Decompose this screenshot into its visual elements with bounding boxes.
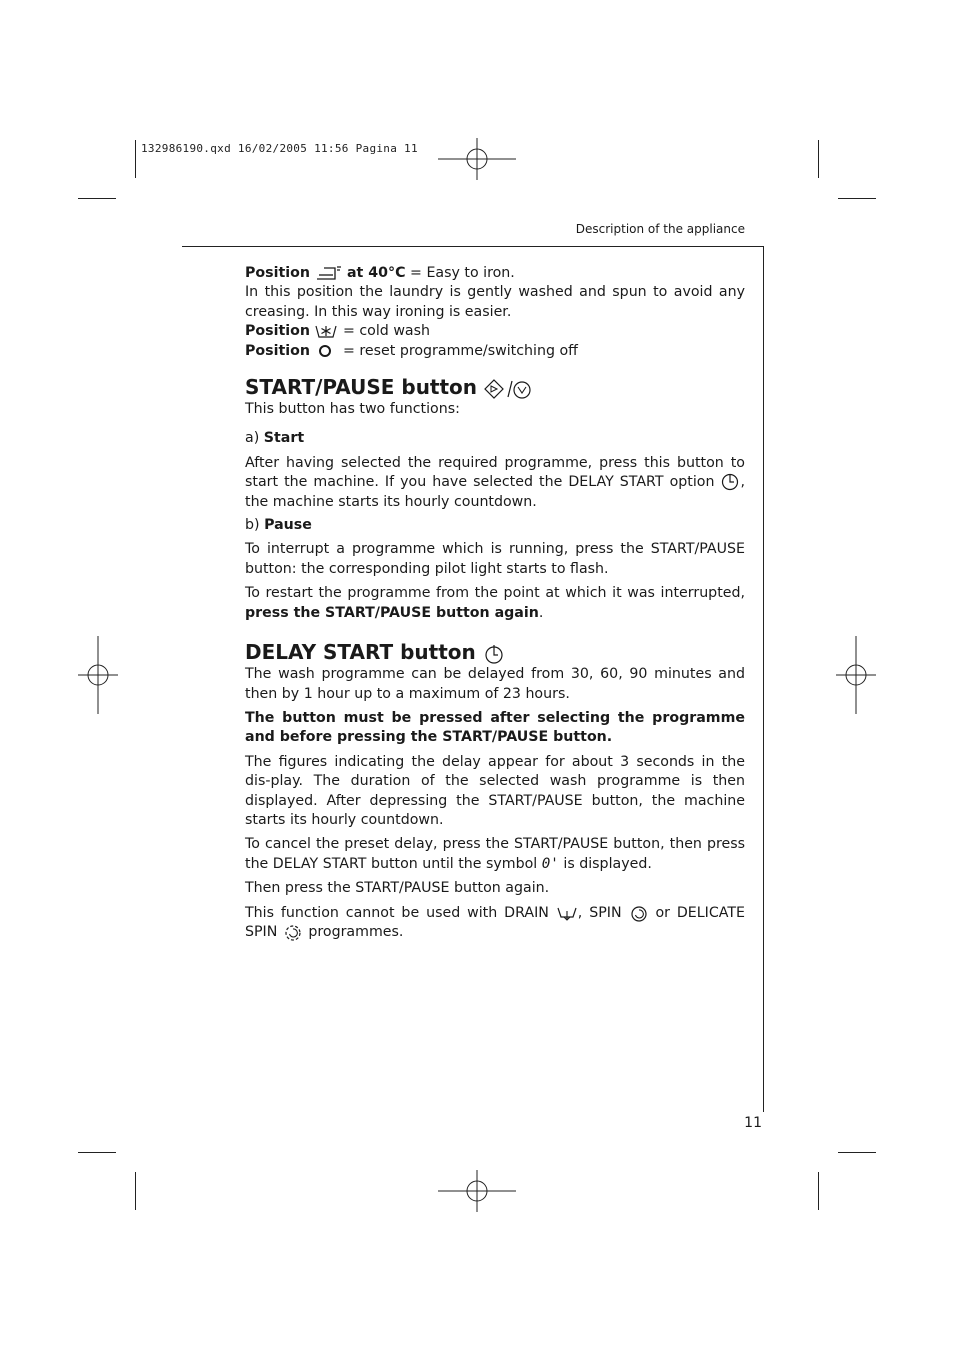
position-easy-iron: Position at 40°C = Easy to iron.	[245, 265, 515, 281]
reset-off-icon	[314, 343, 338, 359]
delay-restart-text: Then press the START/PAUSE button again.	[245, 880, 550, 897]
delay-instruction-bold: The button must be pressed after selecting the programme and before pressing the START/PAUSE button.	[245, 709, 745, 746]
side-rule	[763, 246, 764, 1112]
delay-start-icon	[720, 473, 740, 491]
start-description: After having selected the required programme, press this button to start the machine. If you have selected the DELAY START option , the machine starts its hourly countdown.	[245, 454, 745, 510]
running-head: Description of the appliance	[575, 222, 745, 236]
position-reset: Position = reset programme/switching off	[245, 342, 578, 359]
cold-wash-icon	[314, 323, 338, 339]
pause-subheading: b) Pause	[245, 517, 312, 534]
page-content	[245, 264, 745, 942]
easy-iron-icon	[314, 265, 342, 281]
registration-mark-icon	[836, 636, 876, 714]
crop-mark	[135, 140, 136, 178]
pause-description: To interrupt a programme which is running, press the START/PAUSE button: the corresponding pilot light starts to flash.	[245, 541, 745, 577]
registration-mark-icon	[438, 1170, 516, 1212]
crop-mark	[838, 1152, 876, 1153]
delay-start-heading: DELAY START button	[245, 639, 745, 665]
start-pause-intro: This button has two functions:	[245, 401, 460, 418]
drain-icon	[556, 905, 578, 921]
delay-cancel-text: To cancel the preset delay, press the START/PAUSE button, then press the DELAY START button until the symbol 0' is displayed.	[245, 836, 745, 872]
header-rule	[182, 246, 764, 247]
crop-mark	[78, 198, 116, 199]
file-slug: 132986190.qxd 16/02/2005 11:56 Pagina 11	[141, 142, 418, 155]
start-pause-icon	[484, 378, 534, 400]
delay-restriction-text: This function cannot be used with DRAIN , SPIN or DELICATE SPIN programmes.	[245, 904, 745, 940]
display-symbol: 0'	[541, 855, 559, 872]
delicate-spin-icon	[282, 923, 304, 941]
page-number: 11	[744, 1115, 762, 1131]
restart-description: To restart the programme from the point at which it was interrupted, press the START/PAUSE button again.	[245, 585, 745, 621]
crop-mark	[818, 1172, 819, 1210]
crop-mark	[78, 1152, 116, 1153]
delay-start-icon	[483, 643, 505, 665]
easy-iron-description: In this position the laundry is gently washed and spun to avoid any creasing. In this way ironing is easier.	[245, 284, 745, 320]
crop-mark	[818, 140, 819, 178]
crop-mark	[838, 198, 876, 199]
start-subheading: a) Start	[245, 430, 305, 447]
delay-display-text: The figures indicating the delay appear for about 3 seconds in the dis-play. The duration of the selected wash programme is then displayed. After depressing the START/PAUSE button, the machine starts its hourly countdown.	[245, 753, 745, 828]
position-cold: Position = cold wash	[245, 323, 431, 340]
delay-range-text: The wash programme can be delayed from 30, 60, 90 minutes and then by 1 hour up to a maximum of 23 hours.	[245, 666, 745, 702]
spin-icon	[629, 904, 649, 922]
crop-mark	[135, 1172, 136, 1210]
registration-mark-icon	[438, 138, 516, 180]
registration-mark-icon	[78, 636, 118, 714]
start-pause-heading: START/PAUSE button	[245, 374, 745, 400]
